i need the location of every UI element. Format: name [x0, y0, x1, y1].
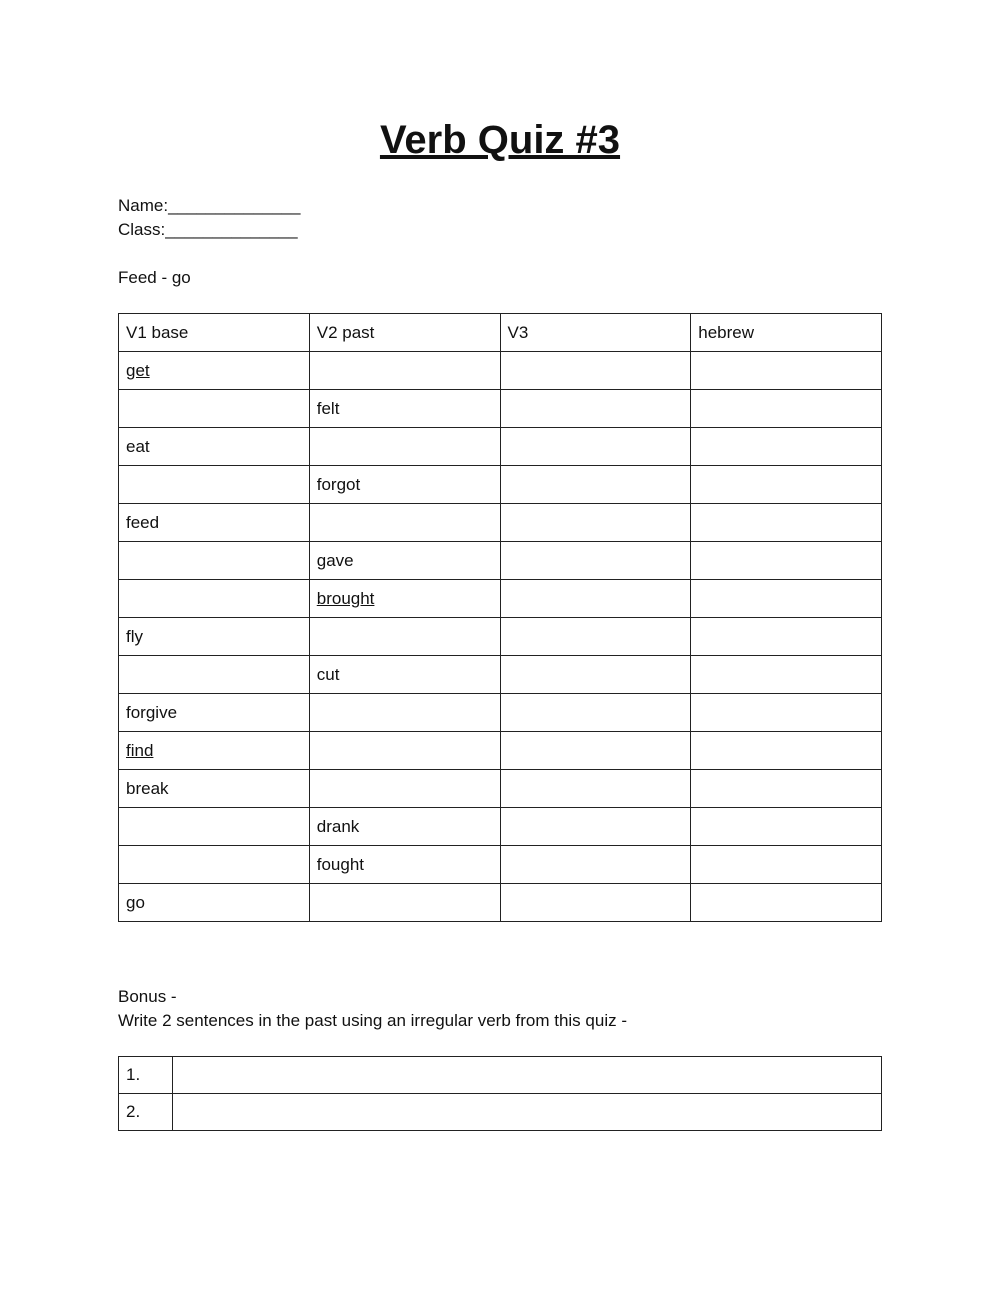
table-row	[119, 580, 882, 618]
table-cell[interactable]	[309, 428, 500, 466]
table-cell[interactable]	[691, 580, 882, 618]
table-row	[119, 504, 882, 542]
table-row	[119, 846, 882, 884]
table-cell: fought	[309, 846, 500, 884]
answer-row	[119, 1057, 882, 1094]
answer-cell[interactable]	[173, 1057, 882, 1094]
table-cell[interactable]	[309, 770, 500, 808]
table-cell: drank	[309, 808, 500, 846]
table-cell: get	[119, 352, 310, 390]
table-cell[interactable]	[691, 466, 882, 504]
table-cell[interactable]	[691, 542, 882, 580]
table-cell[interactable]	[500, 466, 691, 504]
table-row	[119, 808, 882, 846]
table-cell: forgive	[119, 694, 310, 732]
answer-number: 1.	[119, 1057, 173, 1094]
table-cell[interactable]	[309, 884, 500, 922]
table-cell[interactable]	[691, 846, 882, 884]
verb-table	[118, 313, 882, 922]
table-cell: go	[119, 884, 310, 922]
table-cell[interactable]	[500, 428, 691, 466]
class-field[interactable]: Class:______________	[118, 220, 298, 239]
table-header-row	[119, 314, 882, 352]
header-v1: V1 base	[119, 314, 310, 352]
table-cell: brought	[309, 580, 500, 618]
table-cell[interactable]	[500, 770, 691, 808]
table-cell[interactable]	[309, 618, 500, 656]
table-cell[interactable]	[500, 542, 691, 580]
table-cell[interactable]	[500, 352, 691, 390]
table-row	[119, 466, 882, 504]
table-cell[interactable]	[691, 428, 882, 466]
table-cell[interactable]	[500, 884, 691, 922]
table-row	[119, 884, 882, 922]
table-cell[interactable]	[500, 618, 691, 656]
bonus-instruction: Write 2 sentences in the past using an irregular verb from this quiz -	[118, 1011, 627, 1030]
table-cell[interactable]	[500, 656, 691, 694]
table-cell[interactable]	[500, 846, 691, 884]
table-cell: gave	[309, 542, 500, 580]
table-cell: feed	[119, 504, 310, 542]
table-cell[interactable]	[500, 694, 691, 732]
table-cell[interactable]	[500, 390, 691, 428]
table-row	[119, 390, 882, 428]
table-cell[interactable]	[309, 694, 500, 732]
table-cell[interactable]	[119, 656, 310, 694]
table-cell[interactable]	[691, 390, 882, 428]
table-cell: find	[119, 732, 310, 770]
table-row	[119, 428, 882, 466]
table-row	[119, 656, 882, 694]
table-cell[interactable]	[691, 352, 882, 390]
table-cell[interactable]	[691, 808, 882, 846]
table-cell: break	[119, 770, 310, 808]
table-cell[interactable]	[691, 732, 882, 770]
table-row	[119, 618, 882, 656]
feed-note: Feed - go	[118, 268, 191, 287]
table-row	[119, 352, 882, 390]
table-cell[interactable]	[691, 770, 882, 808]
table-cell[interactable]	[119, 466, 310, 504]
table-cell[interactable]	[500, 732, 691, 770]
table-cell: cut	[309, 656, 500, 694]
table-cell[interactable]	[309, 732, 500, 770]
table-cell[interactable]	[691, 884, 882, 922]
table-row	[119, 542, 882, 580]
answer-number: 2.	[119, 1094, 173, 1131]
table-cell[interactable]	[119, 390, 310, 428]
table-cell: felt	[309, 390, 500, 428]
table-cell[interactable]	[309, 504, 500, 542]
header-v3: V3	[500, 314, 691, 352]
table-row	[119, 732, 882, 770]
table-cell[interactable]	[119, 808, 310, 846]
header-hebrew: hebrew	[691, 314, 882, 352]
answer-row	[119, 1094, 882, 1131]
table-row	[119, 694, 882, 732]
table-cell: forgot	[309, 466, 500, 504]
table-cell[interactable]	[500, 504, 691, 542]
bonus-label: Bonus -	[118, 987, 177, 1006]
table-cell[interactable]	[119, 846, 310, 884]
table-cell[interactable]	[691, 694, 882, 732]
table-cell[interactable]	[309, 352, 500, 390]
table-cell: fly	[119, 618, 310, 656]
header-v2: V2 past	[309, 314, 500, 352]
table-cell[interactable]	[119, 542, 310, 580]
table-cell[interactable]	[691, 504, 882, 542]
table-cell[interactable]	[691, 618, 882, 656]
name-field[interactable]: Name:______________	[118, 196, 301, 215]
table-cell[interactable]	[691, 656, 882, 694]
table-cell: eat	[119, 428, 310, 466]
table-row	[119, 770, 882, 808]
table-cell[interactable]	[500, 808, 691, 846]
page-title: Verb Quiz #3	[379, 118, 621, 162]
answer-cell[interactable]	[173, 1094, 882, 1131]
table-cell[interactable]	[119, 580, 310, 618]
answer-table	[118, 1056, 882, 1131]
table-cell[interactable]	[500, 580, 691, 618]
